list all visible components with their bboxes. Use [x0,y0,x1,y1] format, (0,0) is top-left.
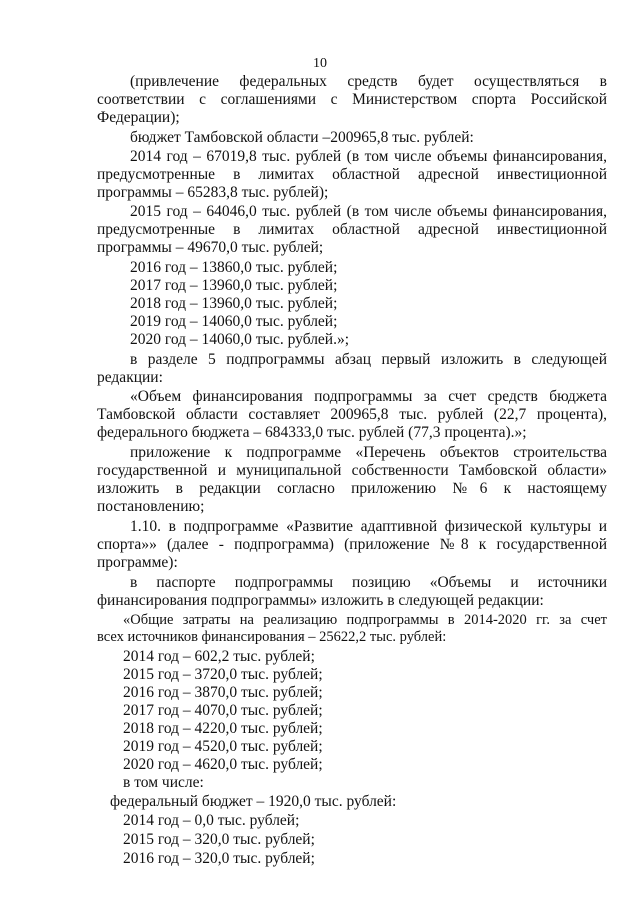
text-line: 2017 год – 4070,0 тыс. рублей; [123,702,323,719]
text-line: Тамбовской области составляет 200965,8 тыс. рублей (22,7 процента), [97,406,607,423]
text-line: 2020 год – 14060,0 тыс. рублей.»; [130,331,350,348]
text-line: Федерации); [97,109,180,126]
text-line: 1.10. в подпрограмме «Развитие адаптивной физической культуры и [130,518,607,535]
text-line: спорта»» (далее - подпрограмма) (приложение №8 к государственной [97,536,607,553]
text-line: 2018 год – 13960,0 тыс. рублей; [130,295,338,312]
text-line: финансирования подпрограммы» изложить в следующей редакции: [97,592,544,609]
text-line: 2015 год – 3720,0 тыс. рублей; [123,666,323,683]
text-line: программы – 65283,8 тыс. рублей); [97,184,329,201]
text-line: предусмотренные в лимитах областной адресной инвестиционной [97,166,607,183]
text-line: 2016 год – 320,0 тыс. рублей; [123,850,315,867]
text-line: 2015 год – 64046,0 тыс. рублей (в том числе объемы финансирования, [130,203,607,220]
text-line: 2017 год – 13960,0 тыс. рублей; [130,277,338,294]
text-line: федерального бюджета – 684333,0 тыс. рублей (77,3 процента).»; [97,424,527,441]
text-line: предусмотренные в лимитах областной адресной инвестиционной [97,221,607,238]
text-line: приложение к подпрограмме «Перечень объектов строительства [130,444,607,461]
text-line: в паспорте подпрограммы позицию «Объемы и источники [130,574,607,591]
text-line: 2016 год – 13860,0 тыс. рублей; [130,259,338,276]
text-line: в том числе: [123,774,204,791]
text-line: 2014 год – 67019,8 тыс. рублей (в том числе объемы финансирования, [130,148,607,165]
text-line: «Объем финансирования подпрограммы за счет средств бюджета [130,388,607,405]
text-line: 2018 год – 4220,0 тыс. рублей; [123,720,323,737]
page-number: 10 [313,56,327,71]
text-line: 2016 год – 3870,0 тыс. рублей; [123,684,323,701]
text-line: федеральный бюджет – 1920,0 тыс. рублей: [110,793,397,810]
text-line: государственной и муниципальной собственности Тамбовской области» [97,462,607,479]
text-line: программе): [97,554,178,571]
text-line: 2014 год – 602,2 тыс. рублей; [123,648,315,665]
text-line: соответствии с соглашениями с Министерством спорта Российской [97,91,607,108]
text-line: 2020 год – 4620,0 тыс. рублей; [123,756,323,773]
text-line: в разделе 5 подпрограммы абзац первый изложить в следующей [130,351,607,368]
text-line: изложить в редакции согласно приложению №6 к настоящему [97,480,607,497]
text-line: 2019 год – 14060,0 тыс. рублей; [130,313,338,330]
text-line: 2015 год – 320,0 тыс. рублей; [123,831,315,848]
text-line: постановлению; [97,498,205,515]
text-line: 2014 год – 0,0 тыс. рублей; [123,812,300,829]
text-line: бюджет Тамбовской области –200965,8 тыс. рублей: [130,129,474,146]
text-line: программы – 49670,0 тыс. рублей; [97,239,324,256]
text-line: (привлечение федеральных средств будет осуществляться в [130,73,607,90]
text-line: «Общие затраты на реализацию подпрограммы в 2014-2020 гг. за счет [123,612,607,628]
text-line: редакции: [97,369,163,386]
text-line: 2019 год – 4520,0 тыс. рублей; [123,738,323,755]
text-line: всех источников финансирования – 25622,2 тыс. рублей: [97,629,447,645]
